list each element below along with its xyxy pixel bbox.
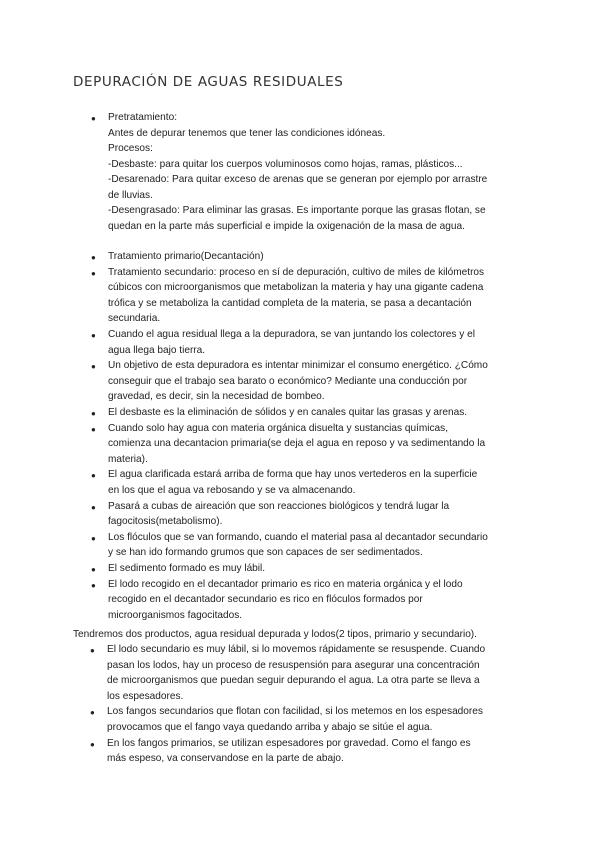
paragraph-line: -Desarenado: Para quitar exceso de arenas que se generan por ejemplo por arrastre bbox=[108, 174, 488, 185]
list-item-line: pasan los lodos, hay un proceso de resuspensión para asegurar una concentración bbox=[107, 659, 480, 671]
paragraph-line: -Desbaste: para quitar los cuerpos voluminosos como hojas, ramas, plásticos... bbox=[108, 159, 463, 170]
bullet: ● bbox=[91, 331, 96, 340]
bullet: ● bbox=[91, 114, 96, 123]
paragraph-line: Procesos: bbox=[108, 143, 153, 154]
list-item-line: más espeso, va conservandose en la parte de abajo. bbox=[107, 753, 344, 765]
list-item-line: de microorganismos que puedan seguir depurando el agua. La otra parte se lleva a bbox=[107, 675, 480, 687]
bullet: ● bbox=[91, 268, 96, 278]
list-item-line: Cuando solo hay agua con materia orgánica disuelta y sustancias químicas, bbox=[108, 422, 449, 434]
paragraph-line: de lluvias. bbox=[108, 190, 153, 201]
list-item-line: comienza una decantacion primaria(se deja el agua en reposo y va sedimentando la bbox=[108, 438, 486, 450]
list-item-line: Tratamiento primario(Decantación) bbox=[108, 251, 264, 262]
productos-intro: Tendremos dos productos, agua residual depurada y lodos(2 tipos, primario y secundario). bbox=[73, 629, 477, 640]
list-item-line: provocamos que el fango vaya quedando arriba y abajo se sitúe el agua. bbox=[107, 722, 433, 733]
list-item-line: secundaria. bbox=[108, 313, 161, 325]
list-item-line: Pasará a cubas de aireación que son reacciones biológicos y tendrá lugar la bbox=[108, 500, 450, 512]
list-item-line: El desbaste es la eliminación de sólidos y en canales quitar las grasas y arenas. bbox=[108, 407, 468, 418]
list-item-line: Cuando el agua residual llega a la depuradora, se van juntando los colectores y el bbox=[108, 329, 475, 340]
list-item-line: En los fangos primarios, se utilizan espesadores por gravedad. Como el fango es bbox=[107, 737, 471, 749]
list-item-line: Los fangos secundarios que flotan con facilidad, si los metemos en los espesadores bbox=[107, 706, 483, 718]
list-item-line: cúbicos con microorganismos que metabolizan la materia y hay una gigante cadena bbox=[108, 282, 484, 294]
bullet: ● bbox=[91, 533, 96, 543]
bullet: ● bbox=[91, 424, 96, 434]
bullet: ● bbox=[90, 739, 95, 749]
list-item-line: materia). bbox=[108, 453, 148, 465]
list-item-line: El agua clarificada estará arriba de forma que hay unos vertederos en la superficie bbox=[108, 469, 478, 481]
bullet: ● bbox=[91, 362, 96, 372]
bullet: ● bbox=[91, 471, 96, 481]
list-item-line: El sedimento formado es muy lábil. bbox=[108, 563, 266, 574]
paragraph-line: Antes de depurar tenemos que tener las condiciones idóneas. bbox=[108, 128, 386, 139]
list-item-line: microorganismos fagocitados. bbox=[108, 609, 243, 621]
list-item-line: trófica y se metaboliza la cantidad completa de la materia, se pasa a decantación bbox=[108, 297, 472, 309]
list-item-line: Los flóculos que se van formando, cuando el material pasa al decantador secundario bbox=[108, 531, 488, 543]
paragraph-line: quedan en la parte más superficial e impide la oxigenación de la masa de agua. bbox=[108, 221, 465, 232]
list-item-line: los espesadores. bbox=[107, 690, 184, 702]
list-item-line: y se han ido formando grumos que son capaces de ser sedimentados. bbox=[108, 547, 423, 559]
list-item-line: El lodo secundario es muy lábil, si lo movemos rápidamente se resuspende. Cuando bbox=[107, 644, 486, 655]
bullet: ● bbox=[91, 565, 96, 574]
list-item-line: Un objetivo de esta depuradora es intentar minimizar el consumo energético. ¿Cómo bbox=[108, 360, 488, 372]
page-title: DEPURACIÓN DE AGUAS RESIDUALES bbox=[73, 74, 344, 90]
list-item-line: fagocitosis(metabolismo). bbox=[108, 516, 223, 528]
bullet: ● bbox=[91, 253, 96, 262]
bullet: ● bbox=[91, 580, 96, 590]
list-item-line: en los que el agua va rebosando y se va almacenando. bbox=[108, 485, 356, 496]
paragraph-line: Pretratamiento: bbox=[108, 112, 178, 123]
bullet: ● bbox=[91, 502, 96, 512]
paragraph-line: -Desengrasado: Para eliminar las grasas. Es importante porque las grasas flotan, se bbox=[108, 205, 486, 216]
list-item-line: conseguir que el trabajo sea barato o económico? Mediante una conducción por bbox=[108, 375, 468, 387]
bullet: ● bbox=[90, 646, 95, 655]
list-item-line: recogido en el decantador secundario es rico en flóculos formados por bbox=[108, 594, 423, 606]
list-item-line: Tratamiento secundario: proceso en sí de depuración, cultivo de miles de kilómetros bbox=[108, 266, 485, 278]
list-item-line: agua llega bajo tierra. bbox=[108, 344, 206, 356]
list-item-line: El lodo recogido en el decantador primario es rico en materia orgánica y el lodo bbox=[108, 578, 463, 590]
bullet: ● bbox=[90, 708, 95, 718]
bullet: ● bbox=[91, 409, 96, 418]
list-item-line: gravedad, es decir, sin la necesidad de bombeo. bbox=[108, 391, 325, 403]
